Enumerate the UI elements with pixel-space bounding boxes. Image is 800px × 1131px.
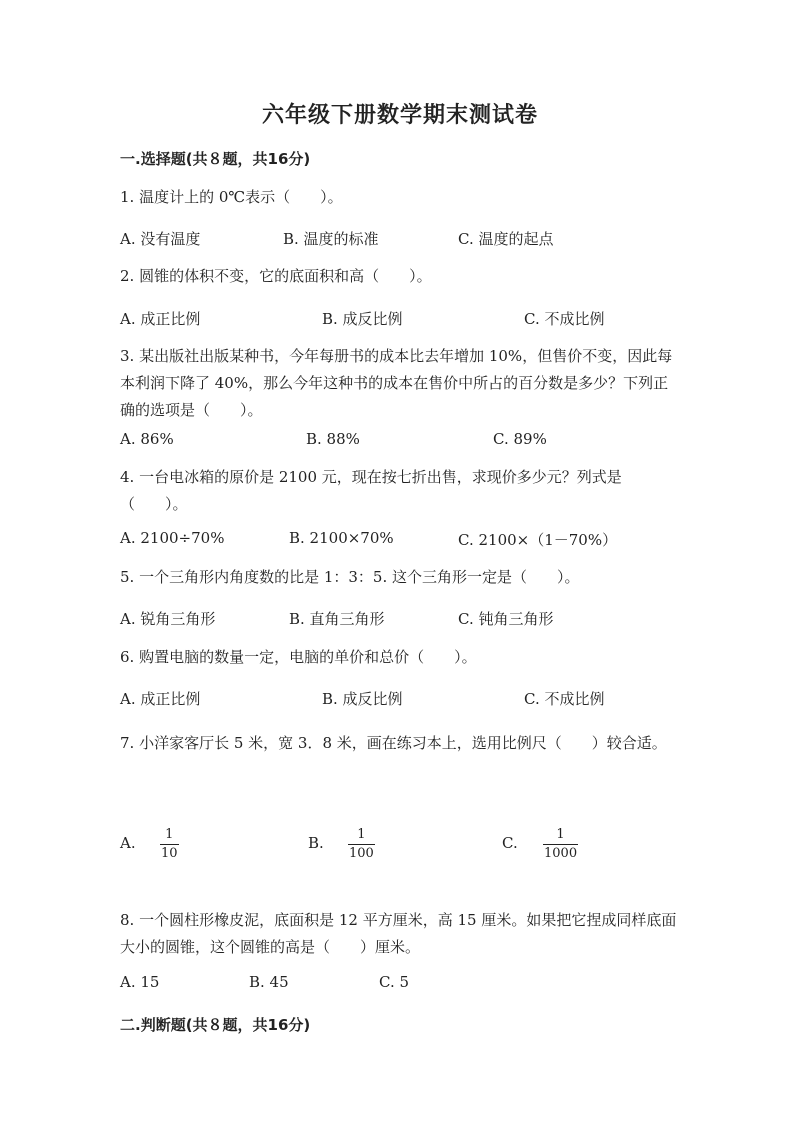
- option-b: B. 温度的标准: [283, 230, 379, 248]
- option-a: A. 成正比例: [120, 310, 201, 328]
- fraction-denominator: 10: [161, 846, 178, 861]
- page-title: 六年级下册数学期末测试卷: [261, 103, 538, 128]
- section-heading-choice: 一.选择题(共８题，共16分): [120, 150, 311, 168]
- option-a: A. 成正比例: [120, 690, 201, 708]
- option-c: C. 89%: [493, 430, 547, 448]
- option-b: B. 成反比例: [322, 690, 403, 708]
- option-b: B. 2100×70%: [289, 529, 394, 547]
- fraction-denominator: 1000: [544, 846, 578, 861]
- option-b: B.: [308, 834, 324, 852]
- question-3: 3. 某出版社出版某种书，今年每册书的成本比去年增加 10%，但售价不变，因此每本利润下降了 40%，那么今年这种书的成本在售价中所占的百分数是多少？下列正确的选项是（ ）。: [120, 347, 673, 419]
- option-b: B. 88%: [306, 430, 360, 448]
- option-c: C. 钝角三角形: [458, 610, 554, 628]
- option-c: C. 不成比例: [524, 690, 605, 708]
- option-c: C.: [502, 834, 518, 852]
- fraction-one-hundredth: [348, 827, 375, 862]
- question-2: 2. 圆锥的体积不变，它的底面积和高（ ）。: [120, 267, 432, 285]
- fraction-numerator: 1: [165, 827, 174, 842]
- option-c: C. 5: [379, 973, 410, 991]
- question-6: 6. 购置电脑的数量一定，电脑的单价和总价（ ）。: [120, 648, 477, 666]
- question-5: 5. 一个三角形内角度数的比是 1：3：5. 这个三角形一定是（ ）。: [120, 568, 580, 586]
- option-c: C. 不成比例: [524, 310, 605, 328]
- section-heading-judgment: 二.判断题(共８题，共16分): [120, 1016, 311, 1034]
- option-b: B. 45: [249, 973, 289, 991]
- option-a: A. 没有温度: [120, 230, 201, 248]
- fraction-one-tenth: [160, 827, 179, 862]
- question-1: 1. 温度计上的 0℃表示（ ）。: [120, 188, 343, 206]
- option-b: B. 成反比例: [322, 310, 403, 328]
- option-a: A. 86%: [120, 430, 174, 448]
- option-c: C. 温度的起点: [458, 230, 554, 248]
- option-a: A. 2100÷70%: [120, 529, 225, 547]
- question-7: 7. 小洋家客厅长 5 米，宽 3．8 米，画在练习本上，选用比例尺（ ）较合适。: [120, 734, 667, 752]
- fraction-bar: [348, 844, 375, 845]
- option-c: C. 2100×（1－70%）: [458, 531, 618, 549]
- option-b: B. 直角三角形: [289, 610, 385, 628]
- fraction-one-thousandth: [543, 827, 578, 862]
- question-4: 4. 一台电冰箱的原价是 2100 元，现在按七折出售，求现价多少元？列式是（ ）。: [120, 468, 622, 513]
- fraction-denominator: 100: [349, 846, 374, 861]
- option-a: A. 15: [120, 973, 160, 991]
- fraction-numerator: 1: [357, 827, 366, 842]
- fraction-bar: [543, 844, 578, 845]
- fraction-bar: [160, 844, 179, 845]
- option-a: A.: [120, 834, 136, 852]
- fraction-numerator: 1: [556, 827, 565, 842]
- option-a: A. 锐角三角形: [120, 610, 216, 628]
- question-8: 8. 一个圆柱形橡皮泥，底面积是 12 平方厘米，高 15 厘米。如果把它捏成同样底面大小的圆锥，这个圆锥的高是（ ）厘米。: [120, 911, 677, 956]
